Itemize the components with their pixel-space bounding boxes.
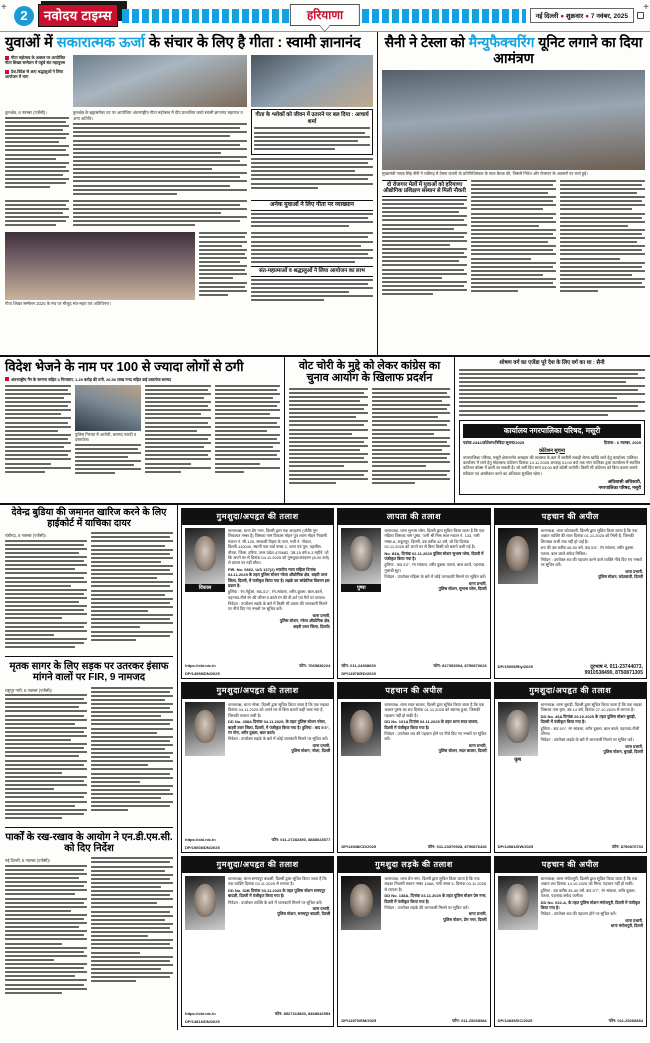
- ad-para-1: थानाध्यक्ष, थाना प्रेम नगर, दिल्ली द्वारा सूचित किया जाता है कि एक लड़का निवासी मकान नम्बर 138A, गली नम्बर 5, दिनांक 03.11.2025 से लापता है।: [384, 876, 487, 892]
- tender-ref-row: [463, 440, 641, 446]
- ad-mugshot-photo: [498, 528, 538, 584]
- ad-para-1: थानाध्यक्ष, थाना कोतवाली, दिल्ली द्वारा सूचित किया जाता है कि एक अज्ञात व्यक्ति की लाश दिनांक 01.11.2025 को मिली है, जिसकी शिनाख्त अभी तक नहीं हो पाई है।: [540, 528, 638, 544]
- lead-left-stage-photo-wrap: [5, 232, 195, 307]
- ad-phone-1: दूरभाष नं. 011-23744073,: [590, 664, 643, 670]
- dateline-sep-2: ●: [585, 13, 590, 20]
- left-story-1-headline: देवेन्द्र बुडिया की जमानत खारिज करने के लिए हाईकोर्ट में याचिका दायर: [11, 507, 167, 529]
- ad-photo-wrap: [185, 702, 225, 833]
- ad-para-1: थानाध्यक्ष, थाना बुराड़ी, दिल्ली द्वारा सूचित किया जाता है कि एक लड़का जिसका नाम कृष, उम्र 14 वर्ष, दिनांक 27.10.2025 से लापता है।: [540, 702, 643, 713]
- ad-para-3: DD No. 022-A, के तहत पुलिस स्टेशन मंगोलपुरी, दिल्ली में पंजीकृत किया गया है।: [540, 899, 641, 910]
- classified-ads-grid: [178, 505, 650, 1030]
- ad-sign-2: पुलिस स्टेशन, सदर बाजार, दिल्ली: [438, 748, 487, 754]
- dateline-sep-1: ●: [560, 13, 565, 20]
- ad-phone: फोन: 8750870733: [611, 844, 643, 849]
- ad-footer: [495, 843, 646, 852]
- mid-left-photo-caption: पुलिस गिरफ्त में आरोपी, बरामद नकदी व दस्तावेज।: [75, 431, 137, 443]
- lead-left-bullet-2-text: देश-विदेश से आए श्रद्धालुओं ने लिया आयोजन में भाग: [5, 68, 64, 79]
- ad-photo-label: कृष: [514, 757, 522, 763]
- mid-centre-headline: [289, 360, 450, 385]
- ad-mugshot-photo: [341, 528, 381, 584]
- lead-left-inset-box-3-wrap: [251, 232, 373, 307]
- lead-story-left: [0, 32, 378, 355]
- left-story-3-dateline: नई दिल्ली, 6 नवम्बर (एजेंसी)।: [5, 858, 51, 864]
- ad-para-1: थानाध्यक्ष, थाना समयपुर बादली, दिल्ली द्वारा सूचित किया जाता है कि एक व्यक्ति दिनांक 03.11.2025 से लापता है।: [228, 876, 327, 887]
- ad-mugshot-photo: [498, 702, 538, 756]
- left-story-3-col-1: [5, 857, 87, 995]
- tender-sign-1: अधिशासी अधिकारी,: [607, 479, 641, 485]
- lead-right-headline-a: सैनी ने टेस्ला को: [384, 34, 469, 50]
- ad-para-2: DD No. 101A दिनांक 04.11.2025 के तहत थाना सदर बाजार, दिल्ली में पंजीकृत किया गया है।: [384, 719, 479, 730]
- ad-sign-2: पुलिस स्टेशन, प्रेम नगर, दिल्ली: [443, 916, 487, 922]
- ad-para-3: निवेदन : उपरोक्त व्यक्ति के बारे में जानकारी मिलने पर सूचित करें।: [228, 899, 323, 905]
- lead-left-bullet-2: [5, 69, 69, 79]
- lead-left-inset-1-title: गीता के श्लोकों को जीवन में उतारने पर बल दिया : आचार्य शर्मा: [255, 112, 369, 125]
- ad-phone: फोन: 011-23370928, 8750876426: [427, 844, 487, 849]
- ad-phone-1: फोन: 011-24368639: [341, 663, 376, 668]
- left-story-3: [5, 827, 173, 996]
- ad-photo-wrap: [185, 876, 225, 1007]
- ad-para-3: हुलिया : रंग-गेहूँआ, कद-5'2", रंग-सांवला, शरीर-दुबला, बाल-काले, पहनावा-नीले रंग की जीन्स व काले रंग की टी-शर्ट एवं पैरों पर चप्पल।: [228, 589, 326, 600]
- ad-para-2: DD No. 138A, दिनांक 03.11.2025 के तहत पुलिस स्टेशन प्रेम नगर, दिल्ली में पंजीकृत किया गया है।: [384, 893, 487, 904]
- lead-left-inset-box-2-wrap: [251, 200, 373, 230]
- ad-sign-3: बाहरी उत्तर जिला, दिल्ली।: [293, 623, 331, 629]
- state-edition-label: हरियाणा: [306, 8, 344, 22]
- left-story-2: [5, 656, 173, 821]
- ad-mugshot-photo: [341, 702, 381, 756]
- crop-mark-right: +: [643, 2, 649, 13]
- ad-para-2: DD No. 52B दिनांक 03.11.2025 के तहत पुलिस स्टेशन समयपुर बादली, दिल्ली में पंजीकृत किया गया है।: [228, 887, 326, 899]
- ad-dp-number: DP/14948/CD/2025: [341, 844, 377, 849]
- mid-story-centre: [285, 357, 455, 503]
- ad-text-body: [384, 876, 486, 1014]
- lead-left-inset-2-title: अनेक युवाओं ने लिए गीता पर व्याख्यान: [269, 201, 355, 208]
- mid-centre-col-1: [289, 388, 368, 486]
- ad-text-body: [541, 876, 643, 1014]
- ad-sign-1: थाना प्रभारी,: [625, 917, 643, 923]
- tender-date: दिनांक : 6 नवम्बर, 2025: [603, 439, 641, 445]
- mid-left-headline: विदेश भेजने के नाम पर 100 से ज्यादा लोगों से ठगी: [5, 359, 244, 374]
- ad-para-3: हुलिया : कद 5'0", रंग सांवला, शरीर दुबला, बाल काले, पहनावा-नीली जीन्स।: [540, 725, 640, 736]
- ad-para-2: DD No. 288A दिनांक 04.11.2025, के तहत पुलिस स्टेशन नरेला, बाहरी उत्तर जिला, दिल्ली, में पंजीकृत किया गया है। हुलिया : कद 5'3", रंग गोरा, शरीर दुबला, बाल काले।: [228, 719, 330, 735]
- classified-ad[interactable]: [494, 856, 647, 1027]
- lead-left-col-2: [73, 109, 247, 197]
- ad-phone: फोन: 7065836224: [299, 663, 331, 668]
- lead-right-col-3: [560, 180, 645, 297]
- tender-sign-2: नगरपालिका परिषद, मसूरी: [598, 485, 641, 491]
- mid-centre-col-2: [372, 388, 451, 486]
- ad-para-2: FIR. No. 0662, U/S 137(2) भारतीय न्याय संहिता दिनांक 04.11.2025 के तहत पुलिस स्टेशन नरेला औद्योगिक क्षेत्र, बाहरी उत्तर जिला, दिल्ली, में पंजीकृत किया गया है। लड़के का सांकेतिक विवरण इस प्रकार है:: [228, 566, 330, 588]
- ad-para-4: निवेदन : उपरोक्त महिला के बारे में कोई जानकारी मिलने पर सूचित करें।: [384, 574, 487, 580]
- ad-website[interactable]: https://cbi.nic.in: [185, 837, 216, 842]
- ad-para-1: थानाध्यक्ष, थाना सुभाष प्लेस, दिल्ली द्वारा सूचित किया जाता है कि एक महिला जिसका नाम पुष्पा, पत्नी श्री मिश्र लाल मकान नं. 133, गली नम्बर-8, शकूरपुर, दिल्ली, उम्र करीब 42 वर्ष, जो कि दिनांक 02.11.2025 को अपने घर से बिना किसी को बताये चली गई है।: [384, 528, 485, 550]
- ad-sign-2: पुलिस स्टेशन, कोतवाली, दिल्ली: [598, 574, 643, 580]
- bottom-left-column: [0, 505, 178, 1030]
- ad-para-3: निवेदन : उपरोक्त शव की पहचान होने पर नीचे दिए गए नम्बरों पर सूचित करें।: [384, 730, 487, 742]
- ad-phone: फोन: 011-27282350, 8888023577: [271, 837, 331, 842]
- mid-story-right: [455, 357, 650, 503]
- lead-left-headline-a: युवाओं में: [5, 35, 57, 51]
- tender-ref-no: पत्रांक.2442/कोटेशन/निविदा सूचना/2025: [463, 439, 525, 445]
- dateline-city: नई दिल्ली: [535, 13, 559, 20]
- classified-ad[interactable]: [181, 508, 334, 679]
- left-story-1-col-1: [5, 532, 87, 650]
- lead-right-headline-accent: मैन्युफैक्चरिंग: [468, 34, 535, 50]
- lead-left-photo-1-caption: कुरुक्षेत्र के ब्रह्मसरोवर तट पर आयोजित अंतरराष्ट्रीय गीता महोत्सव में दीप प्रज्वलित करते स्वामी ज्ञानानंद महाराज व अन्य अतिथि।: [73, 110, 243, 121]
- classified-ad[interactable]: [337, 856, 490, 1027]
- mid-right-side-headline: शोषण वर्ग का एजेंडा पूरे देश के लिए वर्ग का था : सैनी: [499, 360, 605, 366]
- ad-footer: [182, 1010, 333, 1019]
- lead-left-headline-accent: सकारात्मक ऊर्जा: [56, 35, 145, 51]
- ad-photo-label: विकास: [185, 584, 225, 592]
- ad-para-1: थानाध्यक्ष, थाना नरेला, दिल्ली द्वारा सूचित किया जाता है कि एक लड़का दिनांक 04.11.2025 को अपने घर से बिना बताये कहीं चला गया है, जिसकी तलाश जारी है।: [228, 702, 329, 718]
- masthead: [0, 0, 650, 32]
- tender-title: कार्यालय नगरपालिका परिषद, मसूरी: [463, 424, 641, 438]
- dateline-date: 7 नवंबर, 2025: [590, 13, 628, 20]
- ad-footer: [338, 1017, 489, 1026]
- left-story-3-headline: पार्कों के रख-रखाव के आयोग ने एन.डी.एम.सी. को दिए निर्देश: [5, 831, 173, 855]
- top-lead-section: [0, 32, 650, 357]
- mid-section: [0, 357, 650, 505]
- ad-sign-2: थाना मंगोलपुरी, दिल्ली: [610, 923, 643, 929]
- lead-left-headline: [5, 35, 373, 53]
- ad-footer: [182, 836, 333, 845]
- lead-left-dateline: कुरुक्षेत्र, 6 नवम्बर (एजेंसी)।: [5, 110, 47, 116]
- registration-mark: [637, 12, 644, 19]
- ad-title: गुमशुदा/अपहृत की तलाश: [495, 683, 646, 699]
- ad-text-body: [541, 702, 643, 840]
- ad-phone-2: फोन: 827353904, 8750870623: [433, 663, 487, 668]
- lead-right-col-1: [382, 180, 467, 297]
- ad-text-body: [228, 876, 330, 1007]
- lead-right-subhead: दो रोजगार मेलों में युवाओं को हरियाणा औद्योगिक प्रशिक्षण संस्थान से मिली नौकरी: [383, 181, 466, 195]
- ad-mugshot-photo: [498, 876, 538, 930]
- left-story-2-col-1: [5, 687, 87, 821]
- ad-photo-wrap: [498, 702, 538, 840]
- ad-phone: फोन: 011-25268384: [608, 1018, 643, 1023]
- ad-sign-1: थाना प्रभारी,: [625, 568, 643, 574]
- ad-text-body: [384, 702, 486, 840]
- lead-right-headline: [382, 35, 645, 66]
- lead-left-headline-b: के संचार के लिए है गीता : स्वामी ज्ञानानंद: [144, 35, 361, 51]
- ad-sign-1: थाना प्रभारी,: [625, 743, 643, 749]
- left-story-2-dateline: राष्ट्रपुर नारी, 6 नवम्बर (एजेंसी)।: [5, 687, 53, 693]
- lead-left-col-2b: [73, 200, 247, 230]
- ad-para-3: निवेदन : उपरोक्त लड़के के बारे में कोई जानकारी मिलने पर सूचित करें।: [228, 736, 329, 742]
- ad-para-3: हुलिया : कद 5'2", रंग सांवला, शरीर दुबला-पतला, बाल काले, पहनावा-गुलाबी सूट।: [384, 562, 486, 573]
- dateline: [530, 8, 634, 23]
- ad-photo-wrap: [341, 702, 381, 840]
- left-story-2-col-2: [91, 687, 173, 821]
- lead-left-col-3: [199, 232, 247, 307]
- ad-title: गुमशुदा लड़के की तलाश: [338, 857, 489, 873]
- lead-left-stage-caption: गीता शिखर सम्मेलन 2025 के मंच पर मौजूद संत-महंत एवं अतिथिगण।: [5, 301, 111, 307]
- ad-title: पहचान की अपील: [338, 683, 489, 699]
- crop-mark-left: +: [1, 2, 7, 13]
- mid-left-photo: [75, 385, 141, 431]
- ad-title: गुमशुदा/अपहृत की तलाश: [182, 857, 333, 873]
- classified-ad[interactable]: [494, 508, 647, 679]
- ad-para-4: निवेदन : उपरोक्त लड़के के बारे में जानकारी मिलने पर सूचित करें।: [540, 737, 634, 743]
- lead-left-bullet-1-text: गीता महोत्सव के अवसर पर आयोजित गीता शिखर सम्मेलन में पहुंचे संत महापुरुष: [5, 55, 66, 66]
- ad-mugshot-photo: [185, 528, 225, 584]
- ad-phone-2: 9910538490, 8750871305: [584, 670, 643, 676]
- ad-sign-2: पुलिस स्टेशन, सुभाष प्लेस, दिल्ली: [438, 585, 487, 591]
- mid-left-bullet-text: अंतरराष्ट्रीय गैंग के सरगना सहित 3 गिरफ्तार, 1.25 करोड़ की ठगी, 26.50 लाख नगद सहित कई दस्तावेज बरामद: [11, 376, 172, 382]
- classified-ad[interactable]: [494, 682, 647, 853]
- ad-sign-1: थाना प्रभारी,: [312, 905, 331, 911]
- ad-para-2: No. 83A, दिनांक 02.11.2025 पुलिस स्टेशन सुभाष प्लेस, दिल्ली में पंजीकृत किया गया है।: [384, 550, 484, 561]
- bullet-square-icon-3: [5, 377, 9, 381]
- lead-left-inset-col: [251, 109, 373, 197]
- ad-title: गुमशुदा/अपहृत की तलाश: [182, 683, 333, 699]
- lead-story-right: [378, 32, 650, 355]
- ad-mugshot-photo: [185, 702, 225, 756]
- lead-left-inset-box-1: [251, 109, 373, 155]
- ad-sign-1: थाना प्रभारी,: [468, 742, 487, 748]
- ad-photo-wrap: [341, 528, 381, 659]
- lead-left-col-1b: [5, 200, 69, 230]
- ad-para-3: निवेदन : उपरोक्त शव की पहचान करने वाले व्यक्ति नीचे दिए गए नम्बरों पर सूचित करें।: [540, 556, 642, 568]
- mid-left-col-4: [215, 385, 281, 477]
- ad-dp-number: DP/14581/DW/2025: [497, 844, 534, 849]
- lead-left-bullets: [5, 55, 69, 107]
- left-story-1: [5, 508, 173, 650]
- tender-body: नगरपालिका परिषद, मसूरी क्षेत्रान्तर्गत असहाय की व्यवस्था के क्रम में जलौनी लकड़ी सेल्फ खरीदे जाने हेतु कार्यालय पालिका कार्यालय में लाने हेतु मोहरबन्द कोटेशन दिनांक 14.11.2025 अपराह्न 01:00 बजे तक नगर पालिका द्वारा कार्यालय में स्थापित कोटेशन बॉक्स में डाली जा सकती है। जो उसी दिन सायं 03:00 बजे खोली जायेगी। किसी भी कोटेशन को बिना कारण बताये स्वीकार एवं अस्वीकार करने का अधिकार सुरक्षित रहेगा।: [463, 454, 641, 476]
- lead-right-headline-b: यूनिट लगाने का दिया आमंत्रण: [493, 34, 643, 66]
- ad-photo-wrap: [498, 528, 538, 660]
- page-number-badge: 2: [14, 6, 34, 26]
- ad-photo-wrap: [498, 876, 538, 1014]
- tender-notice-box: [459, 420, 645, 495]
- classified-ad[interactable]: [181, 682, 334, 853]
- lead-left-photo-1: [73, 55, 247, 107]
- ad-photo-wrap: [341, 876, 381, 1014]
- ad-photo-label: पुष्पा: [341, 584, 381, 592]
- state-edition-tab[interactable]: [290, 4, 360, 26]
- ad-footer: [495, 1017, 646, 1026]
- ad-para-1: थानाध्यक्ष, थाना मंगोलपुरी, दिल्ली द्वारा सूचित किया जाता है कि एक अज्ञात शव दिनांक 14.10.2025 को मिला, पहचान नहीं हो सकी।: [540, 876, 638, 887]
- dateline-day: शुक्रवार: [565, 13, 584, 20]
- ad-dp-number: DP/14816/DN/2025: [185, 1019, 220, 1024]
- ad-para-1: थानाध्यक्ष, थाना प्रेम नगर, दिल्ली द्वारा एक अपहरण (जोकि गुम शिकायत नम्बर है) जिसका नाम विकास मोहन पुत्र श्याम मोहन निवासी मकान नं. सी-125, सरकारी विहार के पास, गली नं. गोकल, दिल्ली-110040, स्थायी पता वार्ड नम्बर 2, थाना एवं पुरा, तहसील-तीरवा, जिला, हरिया, उत्तर प्रदेश-475682, उम्र-15 वर्ष 6-3 महीने, जो कि अपने घर से दिनांक 04.11.2025 को गुमशुदा/अपहरण (8.00 बजे) से वापस घर नहीं लौटा।: [228, 528, 329, 566]
- ad-sign-2: पुलिस स्टेशन, नरेला औद्योगिक क्षेत्र,: [279, 618, 331, 624]
- ad-text-body: [541, 528, 643, 660]
- newspaper-logo[interactable]: [38, 4, 118, 27]
- logo-english-text: [52, 0, 101, 1]
- mid-left-photo-wrap: [75, 385, 141, 477]
- ad-title: पहचान की अपील: [495, 509, 646, 525]
- ad-dp-number: DP/14970/EM/2025: [341, 1018, 377, 1023]
- ad-footer: [495, 663, 646, 678]
- ad-sign-1: थाना प्रभारी,: [468, 580, 487, 586]
- left-story-1-dateline: चंडीगढ़, 6 नवम्बर (एजेंसी)।: [5, 533, 47, 539]
- classified-ad[interactable]: [337, 682, 490, 853]
- ad-text-body: [228, 528, 330, 659]
- left-story-2-headline: मृतक सागर के लिए सड़क पर उतरकर इंसाफ मांगने वालों पर FIR, 9 नामजद: [9, 661, 169, 684]
- ad-text-body: [384, 528, 486, 659]
- classified-ad[interactable]: [337, 508, 490, 679]
- lead-left-bullet-1: [5, 55, 69, 65]
- ad-para-1: थानाध्यक्ष, थाना सदर बाजार, दिल्ली द्वारा सूचित किया जाता है कि एक अज्ञात पुरुष का शव दिनांक 01.11.2025 को बरामद हुआ, जिसकी पहचान नहीं हो सकी है।: [384, 702, 485, 718]
- tender-signature: [463, 479, 641, 491]
- ad-title: लापता की तलाश: [338, 509, 489, 525]
- left-story-3-col-2: [91, 857, 173, 995]
- mid-centre-headline-2: चुनाव आयोग के खिलाफ प्रदर्शन: [306, 372, 433, 385]
- ad-phone: फोन: 8527313830, 8468642953: [274, 1011, 331, 1016]
- ad-website[interactable]: https://cbi.nic.in: [185, 1011, 216, 1016]
- ad-dp-number: DP/15008/DN/2025: [185, 845, 220, 850]
- mid-left-col-3: [145, 385, 211, 477]
- mid-left-bullet: [5, 377, 280, 382]
- lead-left-photo-2: [251, 55, 373, 107]
- ad-footer: [338, 843, 489, 852]
- lead-right-photo: [382, 70, 645, 170]
- lead-right-col-2: [471, 180, 556, 297]
- ad-title: पहचान की अपील: [495, 857, 646, 873]
- tender-subtitle: कोटेशन सूचना: [539, 447, 565, 454]
- ad-para-2: DD No. 46A दिनांक 29.10.2025 के तहत पुलिस स्टेशन बुराड़ी, दिल्ली में पंजीकृत किया गया है।: [540, 713, 636, 725]
- ad-photo-wrap: [185, 528, 225, 659]
- ad-sign-1: थाना प्रभारी,: [312, 742, 331, 748]
- ad-text-body: [228, 702, 330, 833]
- ad-title: गुमशुदा/अपहृत की तलाश: [182, 509, 333, 525]
- ad-para-4: निवेदन : उपरोक्त लड़के के बारे में किसी भी प्रकार की जानकारी मिलने पर नीचे दिए गए नम्बरों पर सूचित करें।: [228, 601, 328, 612]
- ad-para-3: निवेदन : उपरोक्त लड़के की जानकारी मिलने पर सूचित करें।: [384, 904, 469, 910]
- lead-left-stage-photo: [5, 232, 195, 300]
- ad-para-2: शव की उम्र करीब 45-50 वर्ष, कद 5'6", रंग सांवला, शरीर दुबला-पतला, बाल काले-सफेद मिश्रित।: [540, 545, 635, 556]
- ad-para-2: हुलिया : उम्र करीब 35-40 वर्ष, कद 5'7", रंग सांवला, शरीर दुबला-पतला, पहनावा-सफेद कमीज।: [540, 887, 636, 899]
- ad-footer: [338, 662, 489, 671]
- ad-sign-2: पुलिस स्टेशन, नरेला, दिल्ली: [291, 748, 331, 754]
- ad-mugshot-photo: [185, 876, 225, 930]
- ad-phone: फोन: 011-25268384: [452, 1018, 487, 1023]
- ad-sign-1: थाना प्रभारी,: [468, 911, 487, 917]
- mid-left-col-1: [5, 385, 71, 477]
- ad-sign-2: पुलिस स्टेशन, बुराड़ी, दिल्ली: [603, 749, 643, 755]
- logo-hindi-text: नवोदय टाइम्स: [38, 4, 118, 27]
- left-story-1-col-2: [91, 532, 173, 650]
- ad-sign-2: पुलिस स्टेशन, समयपुर बादली, दिल्ली: [277, 911, 331, 917]
- ad-para-4: निवेदन : उपरोक्त शव की पहचान होने पर सूचित करें।: [540, 911, 617, 917]
- ad-dp-number: DP/15005/Rly/2025: [497, 664, 533, 669]
- ad-sign-1: थाना प्रभारी,: [312, 612, 331, 618]
- lead-right-photo-caption: मुख्यमंत्री नायब सिंह सैनी ने चंडीगढ़ में टेस्ला कंपनी के प्रतिनिधिमंडल के साथ बैठक की, जिसमें निवेश और रोजगार के अवसरों पर चर्चा हुई।: [382, 171, 588, 177]
- lead-left-photo-2-wrap: [251, 55, 373, 107]
- ad-mugshot-photo: [341, 876, 381, 930]
- ad-footer: [182, 662, 333, 671]
- lead-left-photo-1-wrap: [73, 55, 247, 107]
- ad-website[interactable]: https://cbi.nic.in: [185, 663, 216, 668]
- lead-left-inset-3-title: संत-महात्माओं व श्रद्धालुओं ने लिया आयोजन का लाभ: [259, 268, 365, 275]
- ad-dp-number: DP/14978/ED/2025: [341, 671, 376, 676]
- bottom-section: [0, 505, 650, 1030]
- mid-centre-headline-1: वोट चोरी के मुद्दे को लेकर कांग्रेस का: [298, 360, 441, 372]
- ad-dp-number: DP/14835/DC/2025: [497, 1018, 533, 1023]
- classified-ad[interactable]: [181, 856, 334, 1027]
- mid-story-left: [0, 357, 285, 503]
- lead-left-col-1: [5, 109, 69, 197]
- ad-dp-number: DP/14998/DN/2025: [185, 671, 220, 676]
